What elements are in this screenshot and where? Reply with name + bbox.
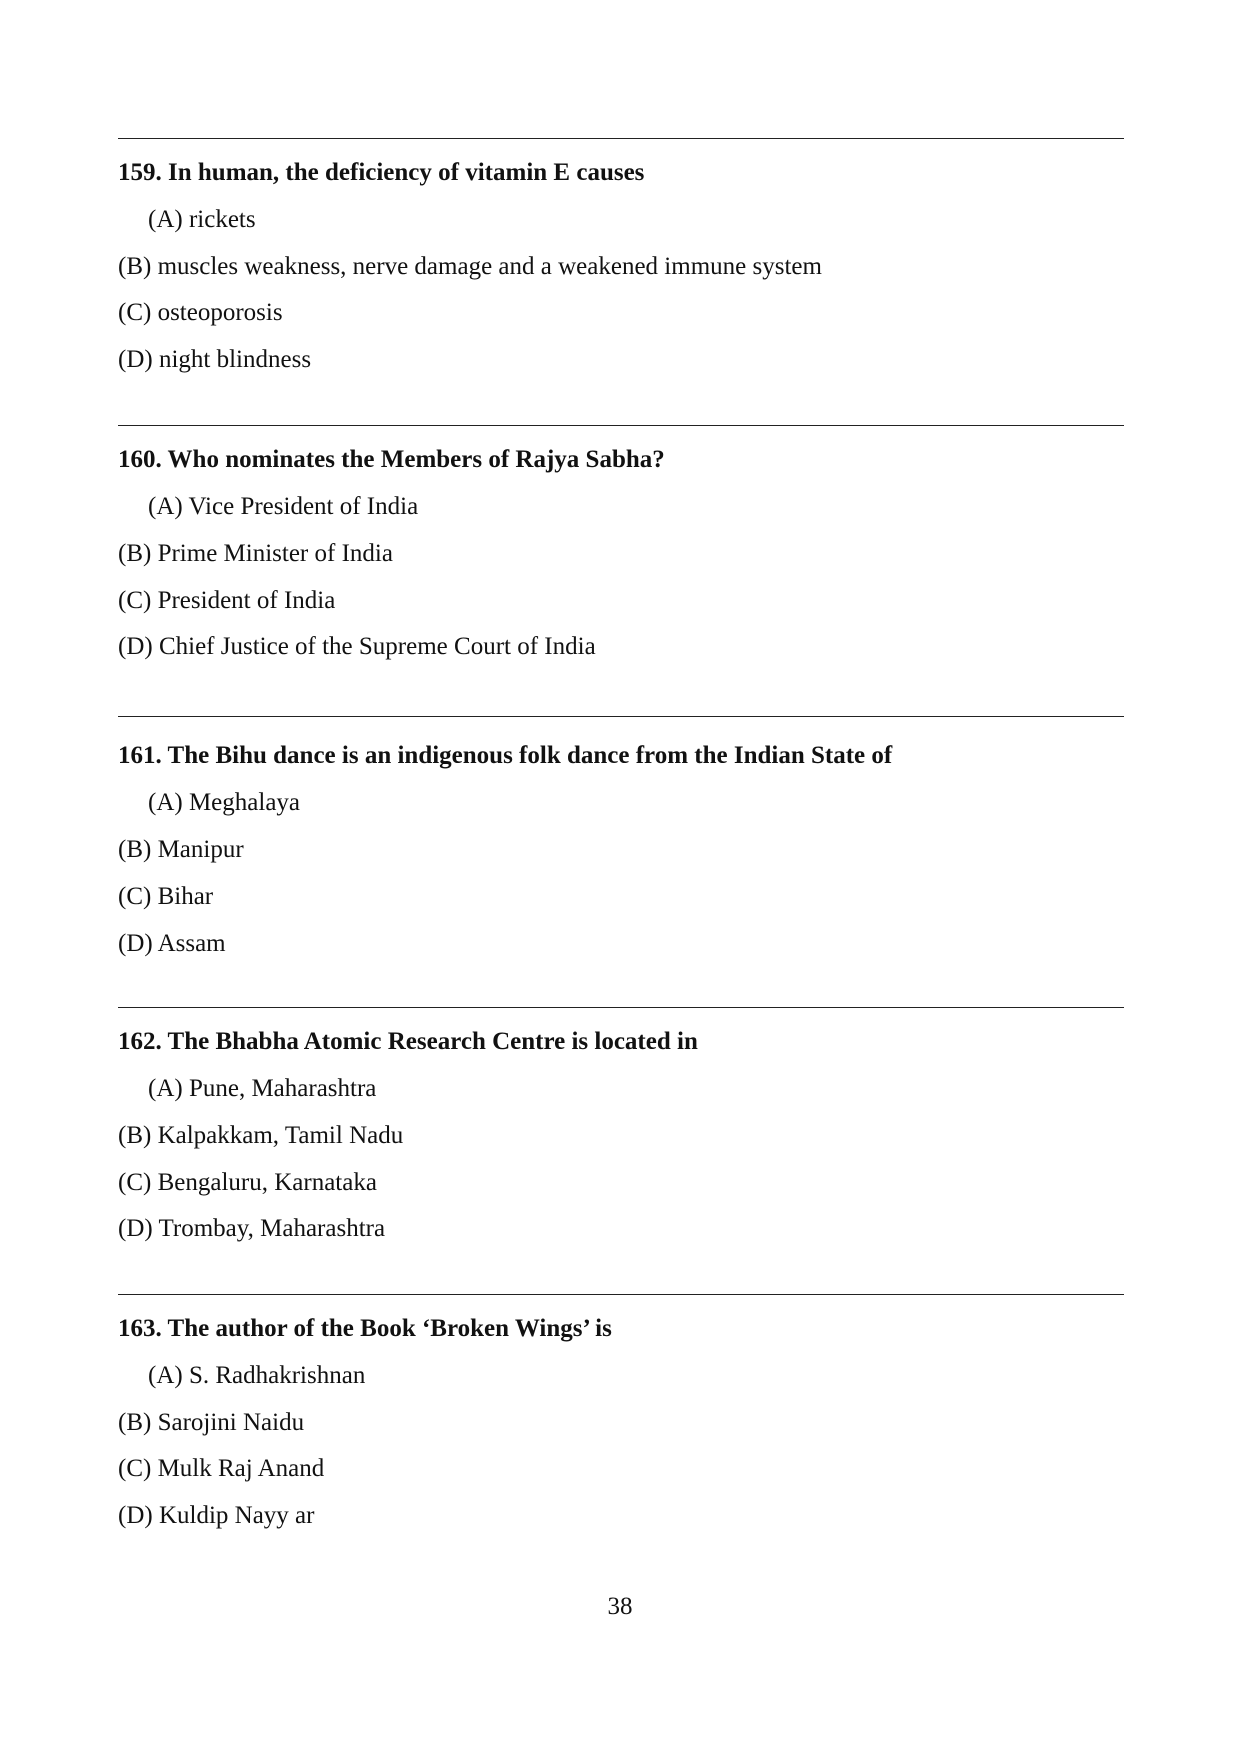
option-c: (C) Mulk Raj Anand xyxy=(118,1455,325,1482)
question-divider xyxy=(118,425,1124,426)
question-divider xyxy=(118,1294,1124,1295)
option-b: (B) Prime Minister of India xyxy=(118,540,393,567)
option-c: (C) Bihar xyxy=(118,883,214,910)
option-a: (A) Vice President of India xyxy=(148,493,419,520)
option-b: (B) Manipur xyxy=(118,836,244,863)
option-a: (A) rickets xyxy=(148,206,256,233)
option-c: (C) President of India xyxy=(118,587,336,614)
option-b: (B) muscles weakness, nerve damage and a weakened immune system xyxy=(118,253,822,280)
question-title: 161. The Bihu dance is an indigenous folk dance from the Indian State of xyxy=(118,742,893,769)
question-divider xyxy=(118,716,1124,717)
option-a: (A) Pune, Maharashtra xyxy=(148,1075,377,1102)
question-title: 159. In human, the deficiency of vitamin E causes xyxy=(118,159,645,186)
option-a: (A) Meghalaya xyxy=(148,789,301,816)
option-b: (B) Kalpakkam, Tamil Nadu xyxy=(118,1122,404,1149)
question-title: 163. The author of the Book ‘Broken Wings’ is xyxy=(118,1315,612,1342)
option-d: (D) night blindness xyxy=(118,346,312,373)
question-title: 162. The Bhabha Atomic Research Centre is located in xyxy=(118,1028,698,1055)
question-title: 160. Who nominates the Members of Rajya Sabha? xyxy=(118,446,665,473)
option-d: (D) Kuldip Nayy ar xyxy=(118,1502,315,1529)
question-divider xyxy=(118,138,1124,139)
option-d: (D) Chief Justice of the Supreme Court of India xyxy=(118,633,596,660)
option-a: (A) S. Radhakrishnan xyxy=(148,1362,366,1389)
question-divider xyxy=(118,1007,1124,1008)
option-c: (C) osteoporosis xyxy=(118,299,283,326)
option-d: (D) Assam xyxy=(118,930,226,957)
page-number: 38 xyxy=(607,1593,633,1620)
option-b: (B) Sarojini Naidu xyxy=(118,1409,305,1436)
option-d: (D) Trombay, Maharashtra xyxy=(118,1215,386,1242)
option-c: (C) Bengaluru, Karnataka xyxy=(118,1169,377,1196)
